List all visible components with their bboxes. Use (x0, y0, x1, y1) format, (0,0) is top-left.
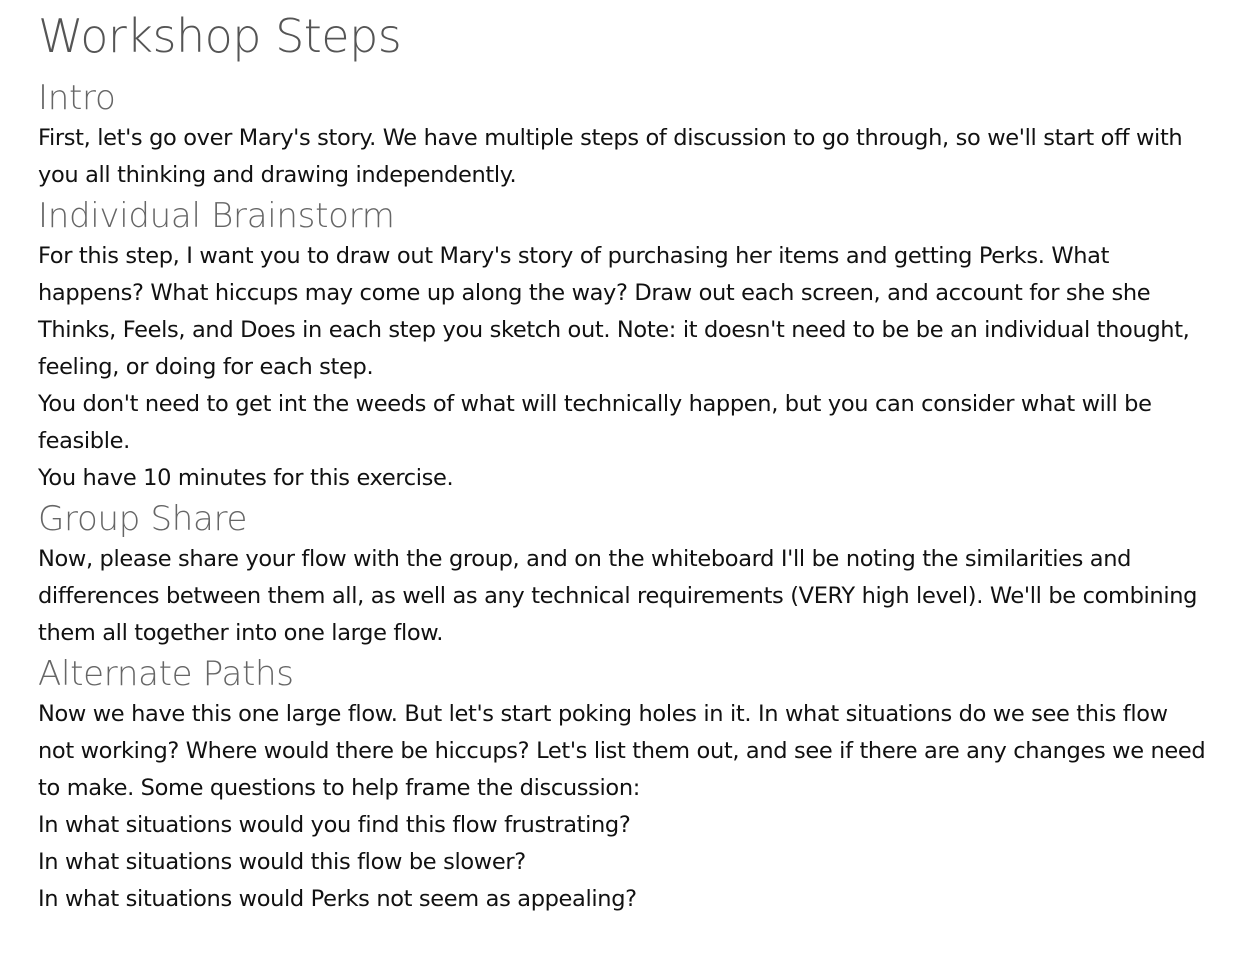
section-heading-individual-brainstorm: Individual Brainstorm (38, 196, 395, 236)
section-individual-brainstorm (38, 194, 1238, 497)
section-alternate-paths (38, 652, 1238, 918)
brainstorm-paragraph-2: You don't need to get int the weeds of what will technically happen, but you can consider what will be feasible. (38, 391, 1152, 454)
section-intro (38, 76, 1238, 194)
section-heading-group-share: Group Share (38, 499, 248, 539)
section-heading-intro: Intro (38, 78, 116, 118)
page-title: Workshop Steps (38, 9, 402, 63)
brainstorm-paragraph-3: You have 10 minutes for this exercise. (38, 465, 454, 491)
alternate-paths-paragraph-1: Now we have this one large flow. But let's start poking holes in it. In what situations do we see this flow not working? Where would there be hiccups? Let's list them out, and see if there are any changes we need to make. Some questions to help frame the discussion: (38, 701, 1206, 801)
brainstorm-paragraph-1: For this step, I want you to draw out Mary's story of purchasing her items and getting Perks. What happens? What hiccups may come up along the way? Draw out each screen, and account for she she Thinks, Feels, and Does in each step you sketch out. Note: it doesn't need to be be an individual thought, feeling, or doing for each step. (38, 243, 1190, 380)
alternate-paths-question-2: In what situations would this flow be slower? (38, 849, 526, 875)
section-group-share (38, 497, 1238, 652)
section-heading-alternate-paths: Alternate Paths (38, 654, 294, 694)
group-share-paragraph: Now, please share your flow with the group, and on the whiteboard I'll be noting the similarities and differences between them all, as well as any technical requirements (VERY high level). We'll be combining them all together into one large flow. (38, 546, 1198, 646)
alternate-paths-question-3: In what situations would Perks not seem as appealing? (38, 886, 637, 912)
intro-paragraph: First, let's go over Mary's story. We have multiple steps of discussion to go through, so we'll start off with you all thinking and drawing independently. (38, 125, 1183, 188)
alternate-paths-question-1: In what situations would you find this flow frustrating? (38, 812, 631, 838)
